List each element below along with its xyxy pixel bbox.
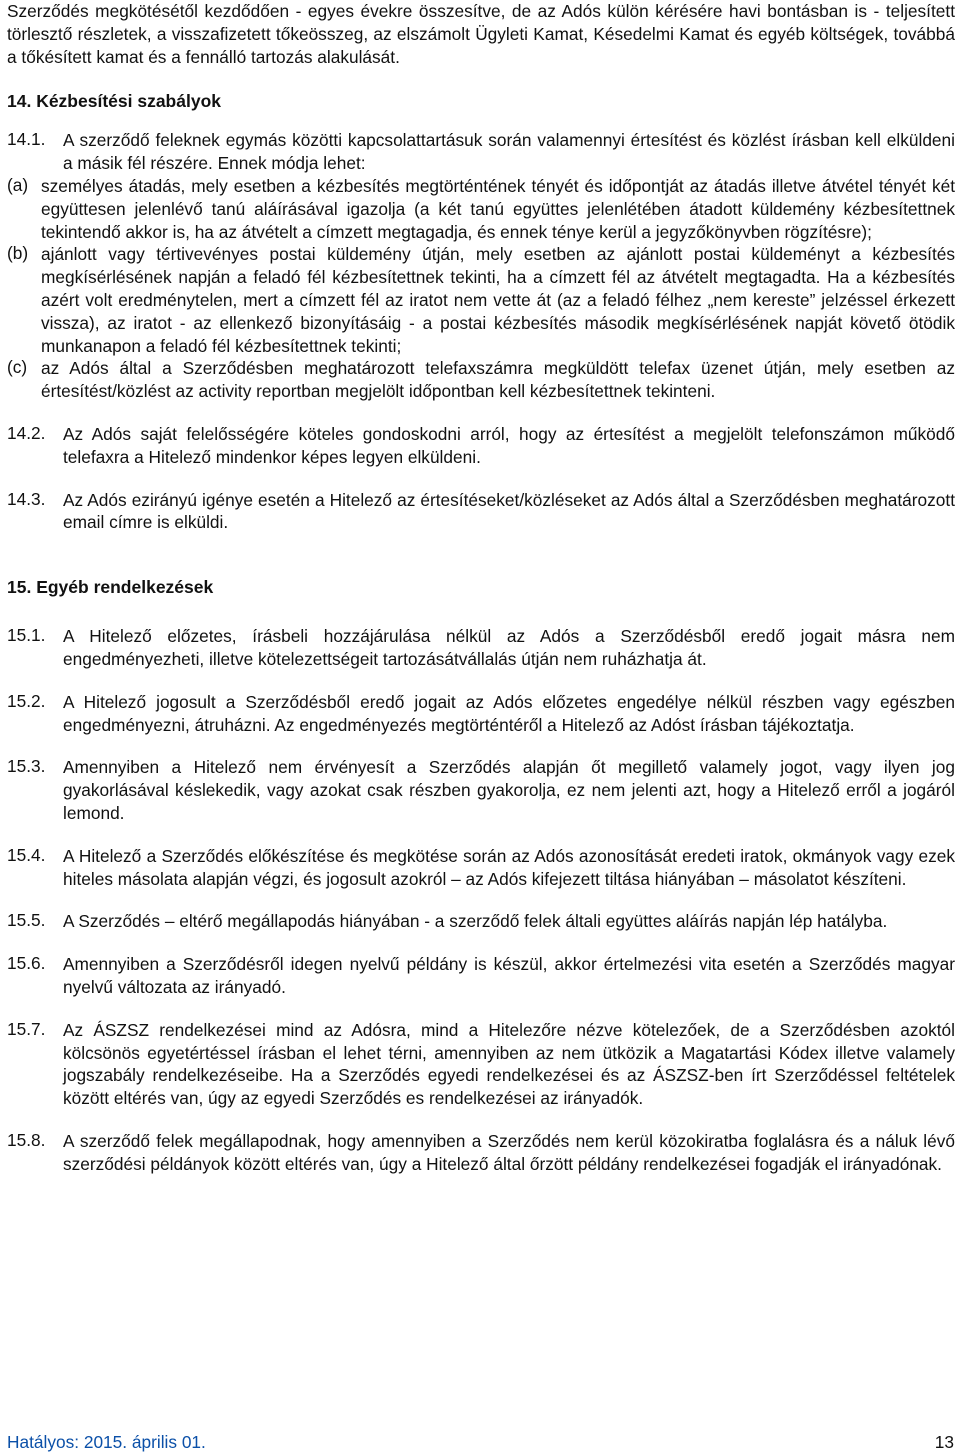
- clause-text: Az Adós saját felelősségére köteles gondoskodni arról, hogy az értesítést a megjelölt telefonszámon működő telefaxra a Hitelező mindenkor képes legyen elküldeni.: [63, 423, 955, 467]
- clause-14-1: [7, 129, 955, 175]
- clause-text: Az ÁSZSZ rendelkezései mind az Adósra, mind a Hitelezőre nézve kötelezőek, de a Szerződésben azoktól kölcsönös egyetértéssel írásban el lehet térni, amennyiben az nem ütközik a Magatartási Kódex illetve valamely jogszabály rendelkezéseibe. Ha a Szerződés egyedi rendelkezései és az ÁSZSZ-ben írt Szerződéssel feltételek között eltérés van, úgy az egyedi Szerződés es rendelkezései az irányadók.: [63, 1019, 955, 1109]
- list-item-a: [7, 175, 955, 243]
- clause-14-3: [7, 489, 955, 535]
- list-item-c: [7, 357, 955, 403]
- page-footer: [7, 1431, 954, 1453]
- clause-15-7: [7, 1019, 955, 1110]
- list-item-b: [7, 243, 955, 357]
- intro-paragraph: Szerződés megkötésétől kezdődően - egyes évekre összesítve, de az Adós külön kérésére havi bontásban is - teljesített törlesztő részletek, a visszafizetett tőkeösszeg, az elszámolt Ügyleti Kamat, Késedelmi Kamat és egyéb költségek, továbbá a tőkésített kamat és a fennálló tartozás alakulását.: [7, 1, 955, 67]
- clause-text: Amennyiben a Szerződésről idegen nyelvű példány is készül, akkor értelmezési vita esetén a Szerződés magyar nyelvű változata az irányadó.: [63, 954, 955, 997]
- clause-text: Amennyiben a Hitelező nem érvényesít a Szerződés alapján őt megillető valamely jogot, vagy ilyen jog gyakorlásával késlekedik, vagy azokat csak részben gyakorolja, ez nem jelenti azt, hogy a Hitelező erről a jogáról lemond.: [63, 757, 955, 823]
- section-15-heading: 15. Egyéb rendelkezések: [7, 577, 214, 598]
- page-number: 13: [934, 1432, 954, 1452]
- item-label: (b): [7, 243, 29, 264]
- clause-number: 15.1.: [7, 625, 46, 646]
- clause-15-2: [7, 691, 955, 737]
- effective-date: Hatályos: 2015. április 01.: [7, 1432, 206, 1452]
- clause-text: A szerződő felek megállapodnak, hogy amennyiben a Szerződés nem kerül közokiratba foglalásra és a náluk lévő szerződési példányok között eltérés van, úgy a Hitelező által őrzött példány rendelkezései fogadják el irányadónak.: [63, 1130, 955, 1174]
- clause-text: A Hitelező előzetes, írásbeli hozzájárulása nélkül az Adós a Szerződésből eredő jogait másra nem engedményezheti, illetve kötelezettségeit tartozásátvállalás útján nem ruházhatja át.: [63, 626, 955, 669]
- clause-number: 15.3.: [7, 756, 46, 777]
- clause-number: 15.5.: [7, 910, 46, 931]
- clause-number: 15.2.: [7, 690, 46, 711]
- item-text: az Adós által a Szerződésben meghatározott telefaxszámra megküldött telefax üzenet útján, mely esetben az értesítést/közlést az activity reportban megjelölt időpontban kell kézbesítettnek tekinteni.: [41, 358, 955, 402]
- clause-15-3: [7, 756, 955, 824]
- section-14-heading: 14. Kézbesítési szabályok: [7, 91, 221, 112]
- item-label: (c): [7, 357, 28, 378]
- clause-number: 15.4.: [7, 844, 46, 865]
- item-text: személyes átadás, mely esetben a kézbesítés megtörténtének tényét és időpontját az átadás illetve átvétel tényét két együttesen jelenlévő tanú aláírásával igazolja (a két tanú együttes jelenlétében átadott küldemény kézbesítettnek tekintendő akkor is, ha az átvételt a címzett megtagadja, és ennek ténye kerül a jegyzőkönyvben rögzítésre);: [41, 175, 955, 242]
- clause-text: A Szerződés – eltérő megállapodás hiányában - a szerződő felek általi együttes aláírás napján lép hatályba.: [63, 911, 888, 932]
- clause-15-6: [7, 953, 955, 999]
- clause-15-5: [7, 910, 955, 933]
- clause-15-1: [7, 625, 955, 671]
- clause-text: Az Adós ezirányú igénye esetén a Hitelező az értesítéseket/közléseket az Adós által a Szerződésben meghatározott email címre is elküldi.: [63, 489, 955, 533]
- clause-text: A Hitelező a Szerződés előkészítése és megkötése során az Adós azonosítását eredeti iratok, okmányok vagy ezek hiteles másolata alapján végzi, és jogosult azokról – az Adós kifejezett tiltása hiányában – másolatot készíteni.: [63, 845, 955, 889]
- clause-number: 15.7.: [7, 1018, 46, 1039]
- clause-number: 14.1.: [7, 129, 46, 150]
- clause-number: 14.2.: [7, 422, 46, 443]
- clause-number: 14.3.: [7, 488, 46, 509]
- clause-15-4: [7, 845, 955, 891]
- item-label: (a): [7, 174, 29, 195]
- clause-15-8: [7, 1130, 955, 1176]
- clause-number: 15.6.: [7, 953, 46, 974]
- clause-number: 15.8.: [7, 1129, 46, 1150]
- item-text: ajánlott vagy tértivevényes postai küldemény útján, mely esetben az ajánlott postai küldeményt a kézbesítés megkísérlésének napján a feladó fél kézbesítettnek tekinti, ha a címzett fél az átvételt megtagadta. Ha a kézbesítés azért volt eredménytelen, mert a címzett fél az iratot nem vette át (az a feladó félhez „nem kereste” jelzéssel érkezett vissza), az iratot - az ellenkező bizonyításáig - a postai kézbesítés második megkísérlésének napját követő ötödik munkanapon a feladó fél kézbesítettnek tekinti;: [41, 244, 955, 356]
- clause-14-2: [7, 423, 955, 469]
- clause-text: A Hitelező jogosult a Szerződésből eredő jogait az Adós előzetes engedélye nélkül részben vagy egészben engedményezni, átruházni. Az engedményezés megtörténtéről a Hitelező az Adóst írásban tájékoztatja.: [63, 691, 955, 735]
- clause-text: A szerződő feleknek egymás közötti kapcsolattartásuk során valamennyi értesítést és közlést írásban kell elküldeni a másik fél részére. Ennek módja lehet:: [63, 130, 955, 174]
